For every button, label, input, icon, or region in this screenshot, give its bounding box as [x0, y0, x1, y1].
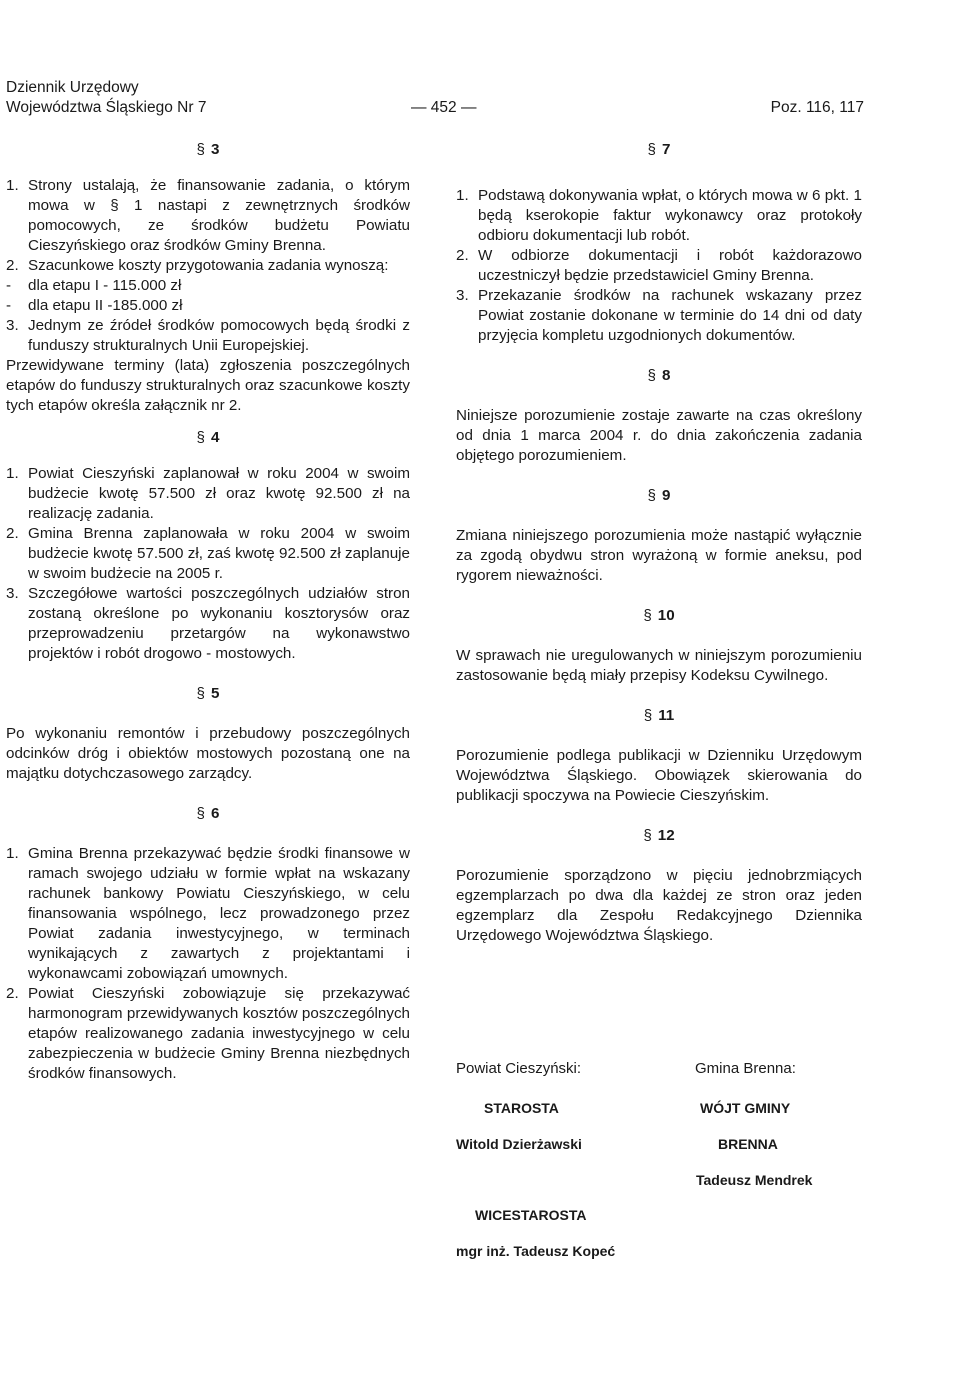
party2-title-line2: BRENNA [718, 1136, 778, 1152]
journal-title-line1: Dziennik Urzędowy [6, 79, 139, 96]
party1-label: Powiat Cieszyński: [456, 1060, 582, 1077]
section-heading-12: § 12 [643, 827, 675, 844]
right-column [456, 140, 862, 946]
journal-title-line2: Województwa Śląskiego Nr 7 [6, 99, 207, 116]
section-3-dash-2: - dla etapu II -185.000 zł [6, 297, 183, 314]
page-number: — 452 — [411, 99, 477, 116]
section-6-item-2: 2. Powiat Cieszyński zobowiązuje się przekazywać harmonogram przewidywanych kosztów poszczególnych etapów realizowanego zadania inwestycyjnego w celu zabezpieczenia w budżecie Gminy Brenna niezbędnych środków finansowych. [6, 985, 410, 1082]
section-7-item-1: 1. Podstawą dokonywania wpłat, o których mowa w 6 pkt. 1 będą kserokopie faktur wykonawcy oraz protokoły odbioru dokumentacji lub robót. [456, 187, 862, 244]
journal-title [6, 78, 206, 118]
section-heading-5: § 5 [196, 685, 220, 702]
page-header [6, 78, 864, 122]
section-3-paragraph: Przewidywane terminy (lata) zgłoszenia poszczególnych etapów do funduszy strukturalnych oraz szacunkowe koszty tych etapów określa załącznik nr 2. [6, 357, 410, 414]
section-heading-9: § 9 [647, 487, 671, 504]
section-8-paragraph: Niniejsze porozumienie zostaje zawarte na czas określony od dnia 1 marca 2004 r. do dnia zakończenia zadania objętego porozumieniem. [456, 407, 862, 464]
party1-name: Witold Dzierżawski [456, 1136, 582, 1152]
section-3-item-2: 2. Szacunkowe koszty przygotowania zadania wynoszą: [6, 257, 389, 274]
position-reference: Poz. 116, 117 [770, 99, 864, 116]
party2-title-line1: WÓJT GMINY [700, 1100, 791, 1116]
section-3-dash-1: - dla etapu I - 115.000 zł [6, 277, 182, 294]
section-7-item-3: 3. Przekazanie środków na rachunek wskazany przez Powiat zostanie dokonane w terminie do 14 dni od daty przyjęcia kompletu uzgodnionych dokumentów. [456, 287, 862, 344]
section-7-item-2: 2. W odbiorze dokumentacji i robót każdorazowo uczestniczył będzie przedstawiciel Gminy Brenna. [456, 247, 862, 284]
section-10-paragraph: W sprawach nie uregulowanych w niniejszym porozumieniu zastosowanie będą miały przepisy Kodeksu Cywilnego. [456, 647, 862, 684]
party2-name: Tadeusz Mendrek [696, 1172, 813, 1188]
section-6-item-1: 1. Gmina Brenna przekazywać będzie środki finansowe w ramach swojego udziału w formie wpłat na wskazany rachunek bankowy Powiatu Cieszyńskiego, w celu finansowania wspólnego, lecz prowadzonego przez Powiat zadania inwestycyjnego, w terminach wynikających z zawartych z projektantami i wykonawcami zobowiązań umownych. [6, 845, 410, 982]
section-11-paragraph: Porozumienie podlega publikacji w Dzienniku Urzędowym Województwa Śląskiego. Obowiązek skierowania do publikacji spoczywa na Powiecie Cieszyńskim. [456, 747, 862, 804]
section-heading-11: § 11 [643, 707, 675, 724]
section-4-item-1: 1. Powiat Cieszyński zaplanował w roku 2004 w swoim budżecie kwotę 57.500 zł oraz kwotę 92.500 zł na realizację zadania. [6, 465, 410, 522]
vice-title: WICESTAROSTA [475, 1207, 587, 1223]
section-3-item-1: 1. Strony ustalają, że finansowanie zadania, o którym mowa w § 1 nastapi z zewnętrznych środków pomocowych, ze środków budżetu Powiatu Cieszyńskiego oraz środków Gminy Brenna. [6, 177, 410, 254]
section-heading-10: § 10 [643, 607, 675, 624]
section-heading-7: § 7 [647, 141, 671, 158]
section-12-paragraph: Porozumienie sporządzono w pięciu jednobrzmiących egzemplarzach po dwa dla każdej ze stron oraz jeden egzemplarz dla Zespołu Redakcyjnego Dziennika Urzędowego Województwa Śląskiego. [456, 867, 862, 944]
section-5-paragraph: Po wykonaniu remontów i przebudowy poszczególnych odcinków dróg i obiektów mostowych pozostaną one na majątku dotychczasowego zarządcy. [6, 725, 410, 782]
section-heading-4: § 4 [196, 429, 220, 446]
section-heading-3: § 3 [196, 141, 220, 158]
section-4-item-2: 2. Gmina Brenna zaplanowała w roku 2004 w swoim budżecie kwotę 57.500 zł, zaś kwotę 92.500 zł zaplanuje w swoim budżecie na 2005 r. [6, 525, 410, 582]
section-4-item-3: 3. Szczegółowe wartości poszczególnych udziałów stron zostaną określone po wykonaniu kosztorysów oraz przeprowadzeniu przetargów na wykonawstwo projektów i robót drogowo - mostowych. [6, 585, 410, 662]
section-3-item-3: 3. Jednym ze źródeł środków pomocowych będą środki z funduszy strukturalnych Unii Europejskiej. [6, 317, 410, 354]
vice-name: mgr inż. Tadeusz Kopeć [456, 1243, 616, 1259]
section-heading-8: § 8 [647, 367, 671, 384]
party1-title: STAROSTA [484, 1100, 559, 1116]
left-column [6, 140, 410, 1084]
party2-label: Gmina Brenna: [695, 1060, 796, 1077]
section-heading-6: § 6 [196, 805, 220, 822]
section-9-paragraph: Zmiana niniejszego porozumienia może nastąpić wyłącznie za zgodą obydwu stron wyrażoną w formie aneksu, pod rygorem nieważności. [456, 527, 862, 584]
